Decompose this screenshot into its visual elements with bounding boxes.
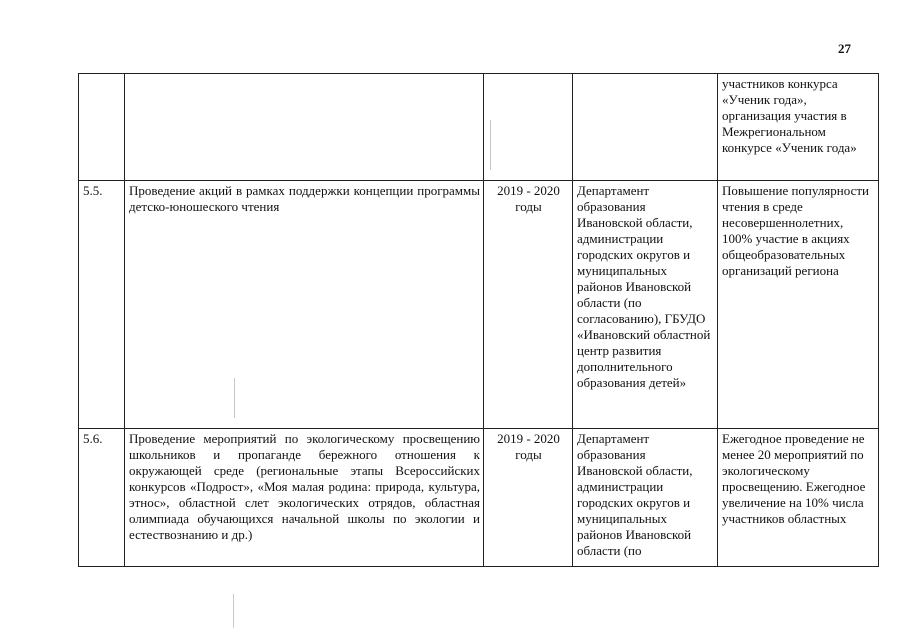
executor-text: Департамент образования Ивановской области, администрации городских округов и муниципальных районов Ивановской области (по [577,431,693,558]
result-cell: участников конкурса «Ученик года», организация участия в Межрегиональном конкурсе «Ученик года» [718,74,879,181]
activity-cell [125,74,484,181]
executor-cell: Департамент образования Ивановской области, администрации городских округов и муниципальных районов Ивановской области (по согласованию), ГБУДО «Ивановский областной центр развития дополнительного образования детей» [573,181,718,429]
period-cell: 2019 - 2020 годы [484,429,573,567]
table-row [79,429,879,567]
executor-cell [573,74,718,181]
activity-cell [125,429,484,567]
plan-table [78,73,879,567]
activity-cell: Проведение акций в рамках поддержки концепции программы детско-юношеского чтения [125,181,484,429]
result-text: Ежегодное проведение не менее 20 мероприятий по экологическому просвещению. Ежегодное увеличение на 10% числа участников областных [722,431,866,526]
result-cell: Повышение популярности чтения в среде несовершеннолетних, 100% участие в акциях общеобразовательных организаций региона [718,181,879,429]
result-cell [718,429,879,567]
page-number: 27 [838,41,851,56]
row-number-cell: 5.6. [79,429,125,567]
table-row [79,181,879,429]
row-number-cell: 5.5. [79,181,125,429]
scan-mark [234,378,235,418]
row-number-cell [79,74,125,181]
period-cell [484,74,573,181]
scan-mark [233,594,234,628]
scan-mark [490,120,491,170]
table-row [79,74,879,181]
activity-text: Проведение мероприятий по экологическому просвещению школьников и пропаганде бережного отношения к окружающей среде (региональные этапы Всероссийских конкурсов «Подрост», «Моя малая родина: природа, культура, этнос», областной слет экологических отрядов, областная олимпиада обучающихся начальной школы по экологии и естествознанию и др.) [129,431,480,542]
period-cell: 2019 - 2020 годы [484,181,573,429]
executor-cell [573,429,718,567]
